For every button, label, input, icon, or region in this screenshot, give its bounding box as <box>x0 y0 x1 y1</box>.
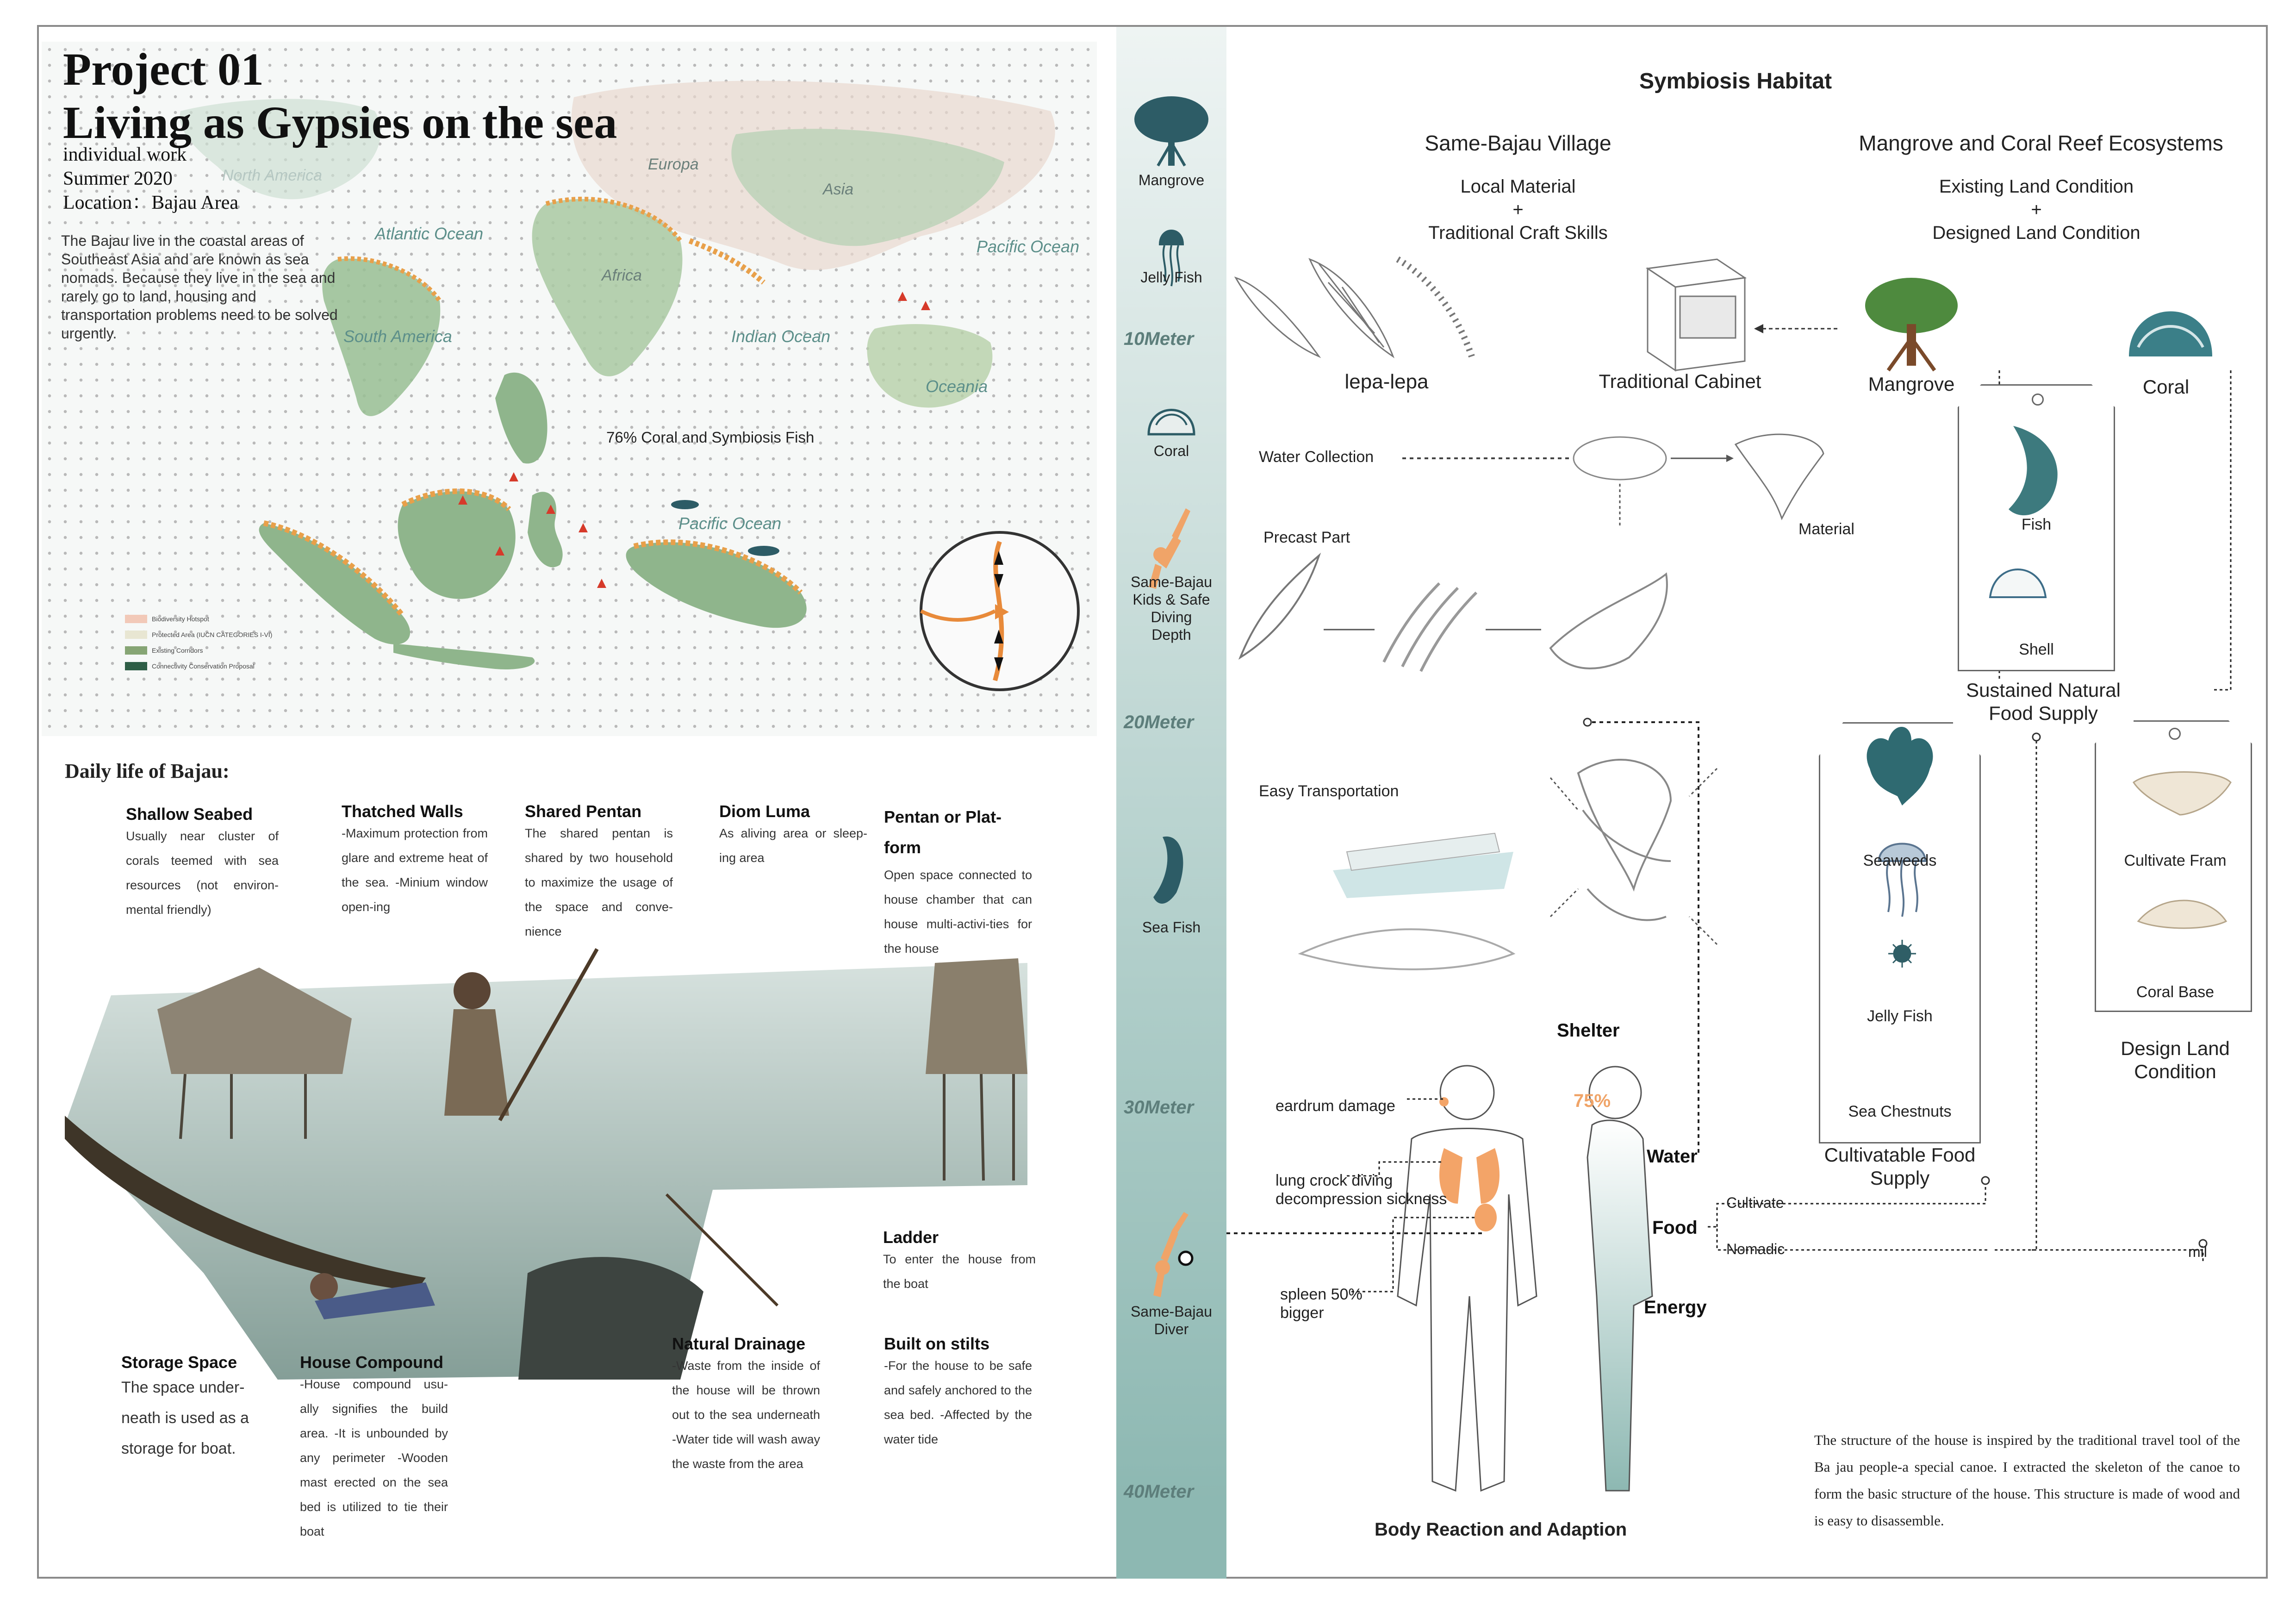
label-cultivatable: Cultivatable Food Supply <box>1824 1144 1976 1189</box>
stilt-house-right <box>926 958 1027 1074</box>
label-cultivate-fram: Cultivate Fram <box>2124 852 2227 869</box>
label-75-percent: 75% <box>1574 1091 1611 1111</box>
human-figure-front <box>1398 1066 1537 1491</box>
cultivate-frame-icon <box>2134 772 2231 815</box>
mangrove-icon <box>1134 96 1208 166</box>
skeleton-ribs <box>1384 583 1476 671</box>
human-figure-side <box>1587 1067 1652 1491</box>
spleen-icon <box>1475 1204 1497 1231</box>
shelter-form <box>1578 760 1671 920</box>
legend-item: Existing Corridors <box>125 643 272 658</box>
project-title <box>63 43 617 149</box>
africa-land <box>532 199 683 376</box>
label-shell: Shell <box>2019 641 2054 658</box>
label-food: Food <box>1652 1218 1698 1238</box>
title-line-2: Living as Gypsies on the sea <box>63 97 617 148</box>
label-water-collection: Water Collection <box>1259 448 1374 466</box>
label-sea-chestnuts: Sea Chestnuts <box>1848 1103 1952 1120</box>
item-built-on-stilts: Built on stilts -For the house to be safe and safely anchored to the sea bed. -Affected by the water tide <box>884 1334 1032 1446</box>
footnote: The structure of the house is inspired by the traditional travel tool of the Ba jau people-a special canoe. I extracted the skeleton of the canoe to form the basic structure of the house. This structure is made of wood and is easy to disassemble. <box>1814 1432 2240 1529</box>
water-collection-disc <box>1574 437 1666 480</box>
whale-mark <box>748 546 779 556</box>
label-precast: Precast Part <box>1263 529 1350 546</box>
shelter-base-wave <box>1300 929 1513 969</box>
figure-head <box>454 972 491 1009</box>
legend-item: Biodiversity Hotspot <box>125 611 272 627</box>
label-mil: mil <box>2188 1243 2207 1260</box>
label-nomadic: Nomadic <box>1726 1241 1785 1257</box>
indonesia-sumatra <box>259 523 411 644</box>
tag-icons <box>1819 398 2254 1139</box>
label-easy-transport: Easy Transportation <box>1259 782 1399 800</box>
label-seaweeds: Seaweeds <box>1863 852 1937 869</box>
legend-item: Connectivity Conservation Proposal <box>125 658 272 674</box>
label-north-america: North America <box>222 167 323 184</box>
label-cabinet: Traditional Cabinet <box>1599 370 1761 392</box>
shell-icon <box>1990 569 2046 597</box>
strip-label-mangrove: Mangrove <box>1138 172 1205 188</box>
diver-node <box>1179 1252 1192 1265</box>
item-diom-luma: Diom Luma As aliving area or sleep-ing area <box>719 802 867 865</box>
coral-base-icon <box>2138 900 2226 928</box>
village-title: Same-Bajau Village <box>1425 131 1612 155</box>
label-water: Water <box>1647 1146 1698 1167</box>
item-shared-pentan: Shared Pentan The shared pentan is shared by two household to maximize the usage of the space and conve-nience <box>525 802 673 938</box>
arrow-head <box>1754 324 1763 333</box>
strip-label-kids: Same-Bajau Kids & Safe Diving Depth <box>1130 574 1213 643</box>
arrow-head <box>1726 455 1734 462</box>
coral-brain-icon <box>2129 312 2212 357</box>
label-design-land: Design Land Condition <box>2121 1037 2230 1082</box>
funnel-sketch <box>1736 434 1823 518</box>
strip-label-diver: Same-Bajau Diver <box>1130 1303 1213 1337</box>
meter-20: 20Meter <box>1124 712 1194 732</box>
meter-30: 30Meter <box>1124 1097 1194 1118</box>
label-cultivate: Cultivate <box>1726 1194 1784 1211</box>
label-pacific-1: Pacific Ocean <box>977 237 1080 256</box>
label-africa: Africa <box>602 267 642 284</box>
label-europa: Europa <box>648 156 699 173</box>
strip-label-jelly-fish: Jelly Fish <box>1140 269 1202 286</box>
coral-icon <box>1149 410 1194 435</box>
label-fish: Fish <box>2021 516 2052 533</box>
indonesia-sulawesi <box>528 492 563 567</box>
indonesia-philippines <box>495 373 548 463</box>
label-jelly-fish: Jelly Fish <box>1867 1007 1933 1025</box>
eco-subtitle: Existing Land Condition + Designed Land Condition <box>1932 176 2140 243</box>
seaweed-icon <box>1867 727 1933 806</box>
label-atlantic: Atlantic Ocean <box>375 224 484 243</box>
whale-mark <box>671 500 699 509</box>
item-ladder: Ladder To enter the house from the boat <box>883 1228 1036 1291</box>
label-lepa-lepa: lepa-lepa <box>1344 370 1429 393</box>
label-south-america: South America <box>343 327 452 346</box>
strip-icons <box>1116 27 1226 1579</box>
mangrove-tree-icon <box>1865 278 1958 370</box>
connector-node <box>1584 718 1591 726</box>
label-eardrum: eardrum damage <box>1276 1097 1395 1115</box>
project-info <box>63 143 238 215</box>
item-storage-space: Storage Space The space under-neath is used as a storage for boat. <box>121 1353 249 1457</box>
sea-fish-icon <box>1153 837 1183 904</box>
daily-heading: Daily life of Bajau: <box>65 760 230 782</box>
label-asia: Asia <box>823 181 854 198</box>
cabinet-icon <box>1648 259 1745 370</box>
eco-title: Mangrove and Coral Reef Ecosystems <box>1859 131 2223 155</box>
indonesia-newguinea <box>626 542 807 628</box>
intro-text: The Bajau live in the coastal areas of Southeast Asia and are known as sea nomads. Because they live in the sea and rarely go to land, housing and transportation problems need to be solved urgently. <box>61 232 338 342</box>
lepa-lepa-sketches <box>1236 259 1472 356</box>
meter-40: 40Meter <box>1124 1481 1194 1502</box>
item-natural-drainage: Natural Drainage -Waste from the inside of the house will be thrown out to the sea underneath -Water tide will wash away the waste from the area <box>672 1334 820 1471</box>
label-coral: Coral <box>2142 376 2190 398</box>
label-pacific-2: Pacific Ocean <box>678 514 782 533</box>
fish-icon <box>2009 426 2058 515</box>
location: Location：Bajau Area <box>63 192 239 213</box>
strip-label-coral: Coral <box>1153 443 1189 459</box>
label-energy: Energy <box>1644 1297 1707 1318</box>
work-type: individual work <box>63 144 187 165</box>
layered-structure <box>1550 574 1667 668</box>
meter-10: 10Meter <box>1124 329 1194 349</box>
label-material: Material <box>1798 520 1854 538</box>
label-mangrove: Mangrove <box>1868 373 1955 395</box>
sea-chestnut-icon <box>1888 940 1916 968</box>
indonesia-java <box>393 643 535 669</box>
map-legend <box>125 611 272 674</box>
stilt-house-left <box>157 968 352 1074</box>
body-reaction-title: Body Reaction and Adaption <box>1375 1519 1627 1540</box>
label-shelter: Shelter <box>1557 1020 1620 1041</box>
item-house-compound: House Compound -House compound usu-ally signifies the build area. -It is unbounded by any perimeter -Wooden mast erected on the sea bed is utilized to tie their boat <box>300 1353 448 1538</box>
label-lung: lung crock diving decompression sickness <box>1276 1172 1447 1208</box>
symbiosis-title: Symbiosis Habitat <box>1639 69 1832 94</box>
legend-item: Protected Area (IUCN CATEGORIES I-VI) <box>125 627 272 643</box>
title-line-1: Project 01 <box>63 44 264 95</box>
coral-stat: 76% Coral and Symbiosis Fish <box>606 429 815 446</box>
label-sustained: Sustained Natural Food Supply <box>1953 679 2134 725</box>
precast-canoe <box>1240 556 1319 657</box>
diver-head <box>310 1273 338 1301</box>
label-spleen: spleen 50% bigger <box>1280 1286 1363 1322</box>
item-thatched-walls: Thatched Walls -Maximum protection from glare and extreme heat of the sea. -Minium window open-ing <box>342 802 488 914</box>
item-shallow-seabed: Shallow Seabed Usually near cluster of corals teemed with sea resources (not environ-mental friendly) <box>126 805 279 917</box>
strip-label-sea-fish: Sea Fish <box>1142 919 1201 936</box>
label-oceania: Oceania <box>926 377 988 396</box>
label-indian: Indian Ocean <box>731 327 831 346</box>
indonesia-borneo <box>398 491 516 599</box>
item-pentan-platform: Pentan or Plat-form Open space connected to house chamber that can house multi-activi-ties for the house <box>884 807 1032 956</box>
label-coral-base: Coral Base <box>2136 983 2215 1001</box>
village-subtitle: Local Material + Traditional Craft Skills <box>1428 176 1608 243</box>
season: Summer 2020 <box>63 168 173 189</box>
